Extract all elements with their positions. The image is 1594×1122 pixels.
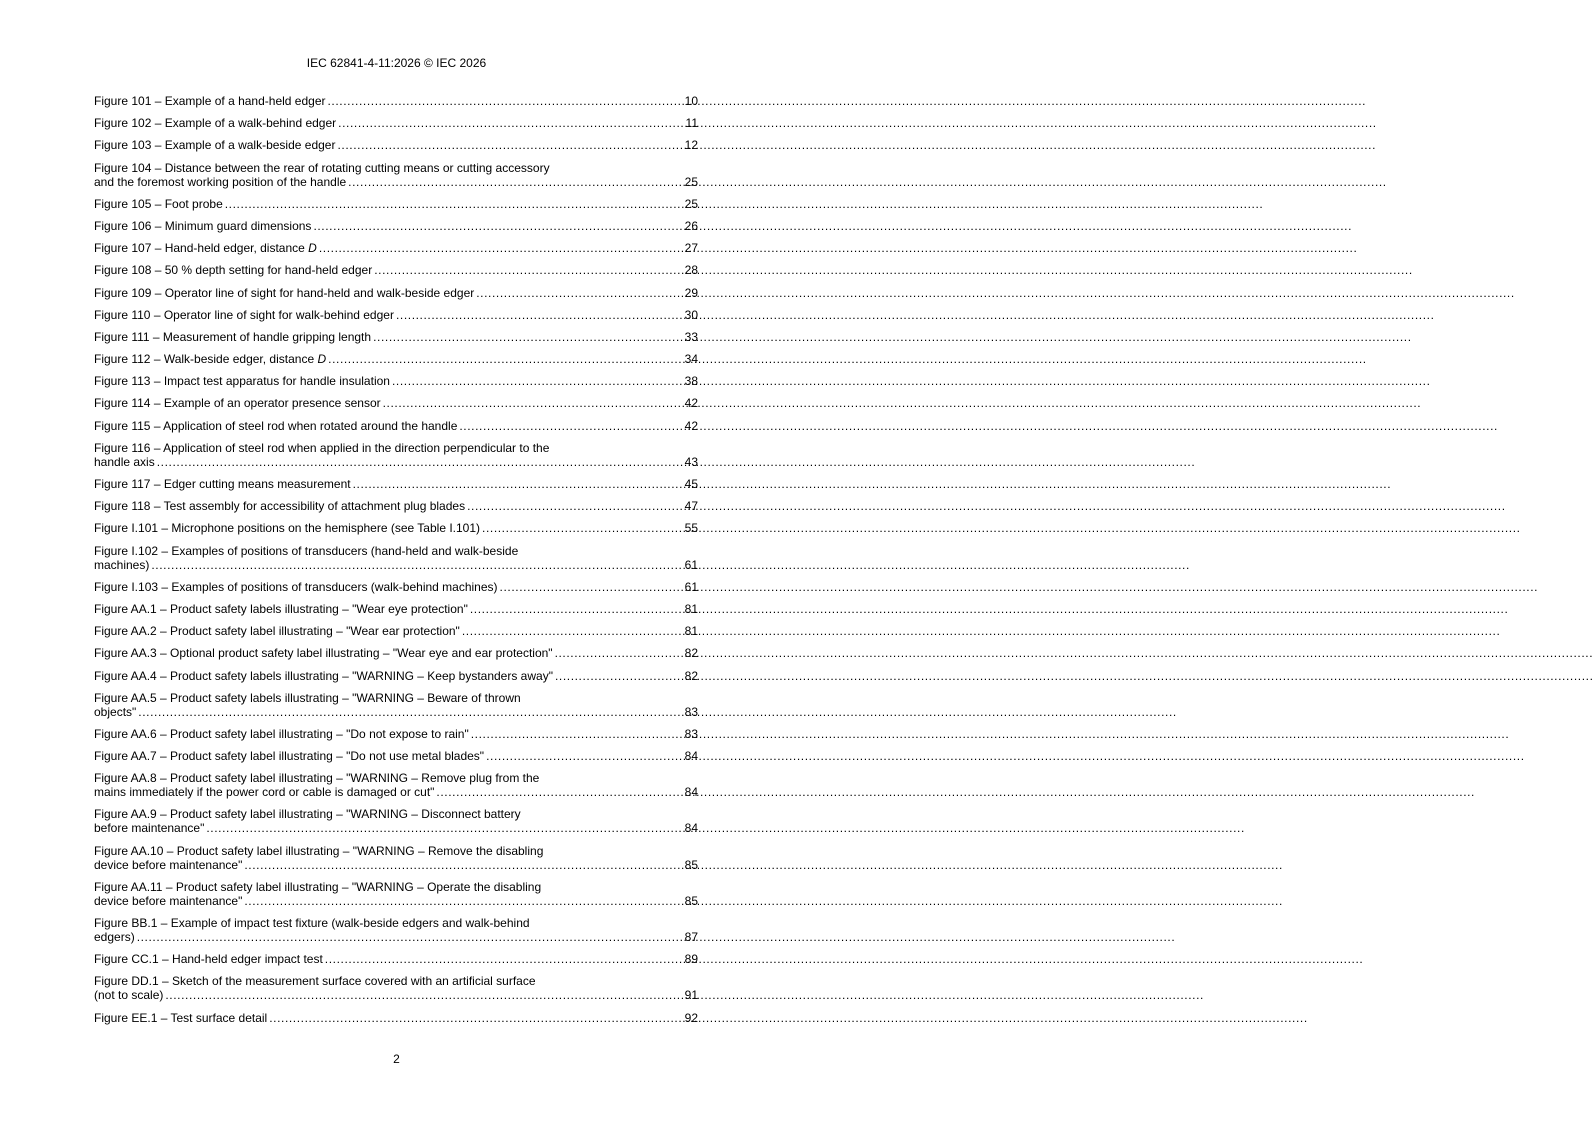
toc-entry-page: 85 <box>684 857 698 872</box>
toc-entry[interactable] <box>94 727 698 741</box>
toc-entry-title: Figure 105 – Foot probe <box>94 196 223 211</box>
dot-leader <box>165 988 680 1002</box>
toc-entry-title-line: Figure DD.1 – Sketch of the measurement surface covered with an artificial surface <box>94 974 536 989</box>
toc-entry[interactable] <box>94 771 698 799</box>
toc-entry-title: Figure 101 – Example of a hand-held edger <box>94 94 326 108</box>
dot-leader <box>470 602 680 616</box>
dot-leader <box>244 858 680 872</box>
dot-leader <box>374 263 680 277</box>
toc-entry-title: Figure CC.1 – Hand-held edger impact test <box>94 952 323 967</box>
toc-entry[interactable] <box>94 952 698 966</box>
toc-entry-title: Figure 111 – Measurement of handle gripping length <box>94 329 372 344</box>
dot-leader <box>338 116 680 130</box>
toc-entry[interactable] <box>94 749 698 763</box>
dot-leader <box>353 477 680 491</box>
toc-entry-title: Figure 106 – Minimum guard dimensions <box>94 218 312 233</box>
toc-entry-title: Figure 103 – Example of a walk-beside edger <box>94 138 336 153</box>
toc-entry-title: Figure 112 – Walk-beside edger, distance D <box>94 352 327 367</box>
dot-leader <box>486 749 680 763</box>
toc-entry-page: 85 <box>684 893 698 908</box>
toc-entry[interactable] <box>94 286 698 300</box>
dot-leader <box>319 241 680 255</box>
toc-entry-page: 82 <box>684 646 698 661</box>
page-header: IEC 62841-4-11:2026 © IEC 2026 <box>306 56 487 70</box>
toc-entry[interactable] <box>94 396 698 410</box>
toc-entry-page: 89 <box>684 952 698 967</box>
toc-entry[interactable] <box>94 94 698 108</box>
toc-entry-page: 47 <box>684 499 698 514</box>
dot-leader <box>269 1011 680 1025</box>
toc-entry-page: 84 <box>684 785 698 800</box>
toc-entry-title: Figure 118 – Test assembly for accessibility of attachment plug blades <box>94 499 466 514</box>
toc-entry-page: 81 <box>684 624 698 639</box>
toc-entry-title: (not to scale) <box>94 988 164 1003</box>
toc-entry[interactable] <box>94 544 698 572</box>
toc-entry-title: mains immediately if the power cord or cable is damaged or cut" <box>94 785 435 800</box>
dot-leader <box>337 138 680 152</box>
dot-leader <box>392 374 680 388</box>
toc-entry-title-line: Figure AA.9 – Product safety label illustrating – "WARNING – Disconnect battery <box>94 807 521 822</box>
toc-entry[interactable] <box>94 219 698 233</box>
toc-entry-page: 45 <box>684 477 698 491</box>
toc-entry-title: Figure I.103 – Examples of positions of transducers (walk-behind machines) <box>94 579 498 594</box>
toc-entry-title: Figure 114 – Example of an operator presence sensor <box>94 396 381 411</box>
dot-leader <box>244 894 680 908</box>
toc-entry-page: 26 <box>684 218 698 233</box>
toc-entry-page: 83 <box>684 704 698 719</box>
toc-entry-page: 10 <box>684 94 698 108</box>
toc-entry-page: 42 <box>684 396 698 411</box>
toc-entry[interactable] <box>94 352 698 366</box>
toc-entry-title-line: Figure AA.11 – Product safety label illustrating – "WARNING – Operate the disabling <box>94 879 542 894</box>
toc-entry[interactable] <box>94 263 698 277</box>
toc-entry[interactable] <box>94 241 698 255</box>
toc-entry-title: edgers) <box>94 930 135 944</box>
dot-leader <box>328 94 681 108</box>
toc-entry[interactable] <box>94 602 698 616</box>
dot-leader <box>348 175 680 189</box>
toc-entry-page: 28 <box>684 263 698 278</box>
toc-entry-page: 87 <box>684 930 698 944</box>
toc-entry-title: Figure 108 – 50 % depth setting for hand-held edger <box>94 263 373 278</box>
toc-entry-title: Figure 102 – Example of a walk-behind edger <box>94 116 337 131</box>
toc-entry-page: 84 <box>684 749 698 764</box>
toc-entry-page: 29 <box>684 285 698 300</box>
toc-entry[interactable] <box>94 441 698 469</box>
page-number: 2 <box>393 1052 400 1066</box>
dot-leader <box>476 286 680 300</box>
dot-leader <box>436 785 680 799</box>
toc-entry[interactable] <box>94 499 698 513</box>
toc-entry[interactable] <box>94 916 698 944</box>
toc-entry-title: device before maintenance" <box>94 857 243 872</box>
toc-entry-title: device before maintenance" <box>94 893 243 908</box>
dot-leader <box>151 558 680 572</box>
dot-leader <box>467 499 680 513</box>
toc-entry-page: 25 <box>684 196 698 211</box>
toc-entry-page: 12 <box>684 138 698 153</box>
toc-entry[interactable] <box>94 521 698 535</box>
toc-entry-title: objects" <box>94 704 137 719</box>
toc-entry-title-line: Figure 116 – Application of steel rod when applied in the direction perpendicular to the <box>94 440 550 455</box>
toc-entry-title: Figure 113 – Impact test apparatus for handle insulation <box>94 374 390 389</box>
toc-entry-title: Figure AA.4 – Product safety labels illustrating – "WARNING – Keep bystanders away" <box>94 668 553 683</box>
toc-entry-title: Figure AA.7 – Product safety label illustrating – "Do not use metal blades" <box>94 749 485 764</box>
toc-entry-variable: D <box>308 241 317 256</box>
dot-leader <box>206 821 680 835</box>
toc-entry-title-line: Figure AA.8 – Product safety label illustrating – "WARNING – Remove plug from the <box>94 771 540 786</box>
toc-entry-page: 84 <box>684 821 698 836</box>
dot-leader <box>462 624 680 638</box>
dot-leader <box>325 952 680 966</box>
toc-entry-title: Figure AA.2 – Product safety label illustrating – "Wear ear protection" <box>94 624 460 639</box>
toc-entry-page: 30 <box>684 307 698 322</box>
toc-entry-variable: D <box>317 352 327 367</box>
toc-entry-title: Figure AA.6 – Product safety label illustrating – "Do not expose to rain" <box>94 726 469 741</box>
toc-entry-title: Figure 117 – Edger cutting means measurement <box>94 477 351 491</box>
toc-entry-title: Figure 107 – Hand-held edger, distance D <box>94 241 317 256</box>
toc-entry[interactable] <box>94 161 698 189</box>
toc-entry-page: 43 <box>684 454 698 469</box>
toc-entry-title: Figure AA.1 – Product safety labels illustrating – "Wear eye protection" <box>94 601 468 616</box>
toc-entry-page: 11 <box>685 116 698 131</box>
toc-entry-title: Figure 109 – Operator line of sight for hand-held and walk-beside edger <box>94 285 475 300</box>
toc-entry[interactable] <box>94 691 698 719</box>
toc-entry[interactable] <box>94 330 698 344</box>
toc-entry[interactable] <box>94 624 698 638</box>
dot-leader <box>555 646 680 660</box>
toc-entry-title-line: Figure AA.10 – Product safety label illustrating – "WARNING – Remove the disabling <box>94 843 544 858</box>
toc-entry-page: 92 <box>684 1010 698 1025</box>
dot-leader <box>555 669 680 683</box>
dot-leader <box>383 396 680 410</box>
toc-entry-title-line: Figure BB.1 – Example of impact test fixture (walk-beside edgers and walk-behind <box>94 916 530 930</box>
toc-entry-title: Figure I.101 – Microphone positions on the hemisphere (see Table I.101) <box>94 521 481 536</box>
toc-entry-title: Figure EE.1 – Test surface detail <box>94 1010 268 1025</box>
toc-entry-title-line: Figure I.102 – Examples of positions of transducers (hand-held and walk-beside <box>94 543 519 558</box>
toc-entry[interactable] <box>94 197 698 211</box>
toc-entry-page: 83 <box>684 726 698 741</box>
toc-entry[interactable] <box>94 880 698 908</box>
toc-entry-page: 38 <box>684 374 698 389</box>
toc-entry-page: 34 <box>684 352 698 367</box>
toc-entry-title: Figure 115 – Application of steel rod when rotated around the handle <box>94 418 458 433</box>
toc-entry-title: Figure 110 – Operator line of sight for walk-behind edger <box>94 307 394 322</box>
toc-entry[interactable] <box>94 646 698 660</box>
toc-entry[interactable] <box>94 669 698 683</box>
toc-entry[interactable] <box>94 308 698 322</box>
toc-entry-page: 25 <box>684 174 698 189</box>
dot-leader <box>138 705 680 719</box>
dot-leader <box>459 419 680 433</box>
toc-entry-title: before maintenance" <box>94 821 205 836</box>
dot-leader <box>471 727 680 741</box>
toc-entry-title-line: Figure AA.5 – Product safety labels illustrating – "WARNING – Beware of thrown <box>94 690 521 705</box>
toc-entry-page: 33 <box>684 329 698 344</box>
dot-leader <box>313 219 680 233</box>
toc-entry-title: and the foremost working position of the handle <box>94 174 347 189</box>
toc-entry[interactable] <box>94 116 698 130</box>
toc-entry-title-line: Figure 104 – Distance between the rear of rotating cutting means or cutting accessory <box>94 160 550 175</box>
toc-entry[interactable] <box>94 477 698 491</box>
dot-leader <box>137 930 680 944</box>
toc-entry[interactable] <box>94 807 698 835</box>
dot-leader <box>225 197 680 211</box>
toc-entry-page: 61 <box>684 579 698 594</box>
dot-leader <box>396 308 680 322</box>
dot-leader <box>373 330 680 344</box>
toc-entry-page: 42 <box>684 418 698 433</box>
toc-entry-page: 61 <box>684 557 698 572</box>
toc-entry-title: machines) <box>94 557 150 572</box>
toc-entry[interactable] <box>94 1011 698 1025</box>
toc-entry-title: handle axis <box>94 454 155 469</box>
toc-entry[interactable] <box>94 974 698 1002</box>
dot-leader <box>500 580 680 594</box>
dot-leader <box>482 521 680 535</box>
toc-entry[interactable] <box>94 419 698 433</box>
toc-entry[interactable] <box>94 844 698 872</box>
toc-entry[interactable] <box>94 138 698 152</box>
list-of-figures <box>94 94 698 1033</box>
toc-entry[interactable] <box>94 374 698 388</box>
toc-entry-page: 55 <box>684 521 698 536</box>
toc-entry-title: Figure AA.3 – Optional product safety label illustrating – "Wear eye and ear protection" <box>94 646 553 661</box>
dot-leader <box>157 455 680 469</box>
toc-entry-page: 91 <box>684 988 698 1003</box>
toc-entry-page: 82 <box>684 668 698 683</box>
toc-entry[interactable] <box>94 580 698 594</box>
toc-entry-page: 81 <box>684 601 698 616</box>
toc-entry-page: 27 <box>684 241 698 256</box>
dot-leader <box>328 352 680 366</box>
